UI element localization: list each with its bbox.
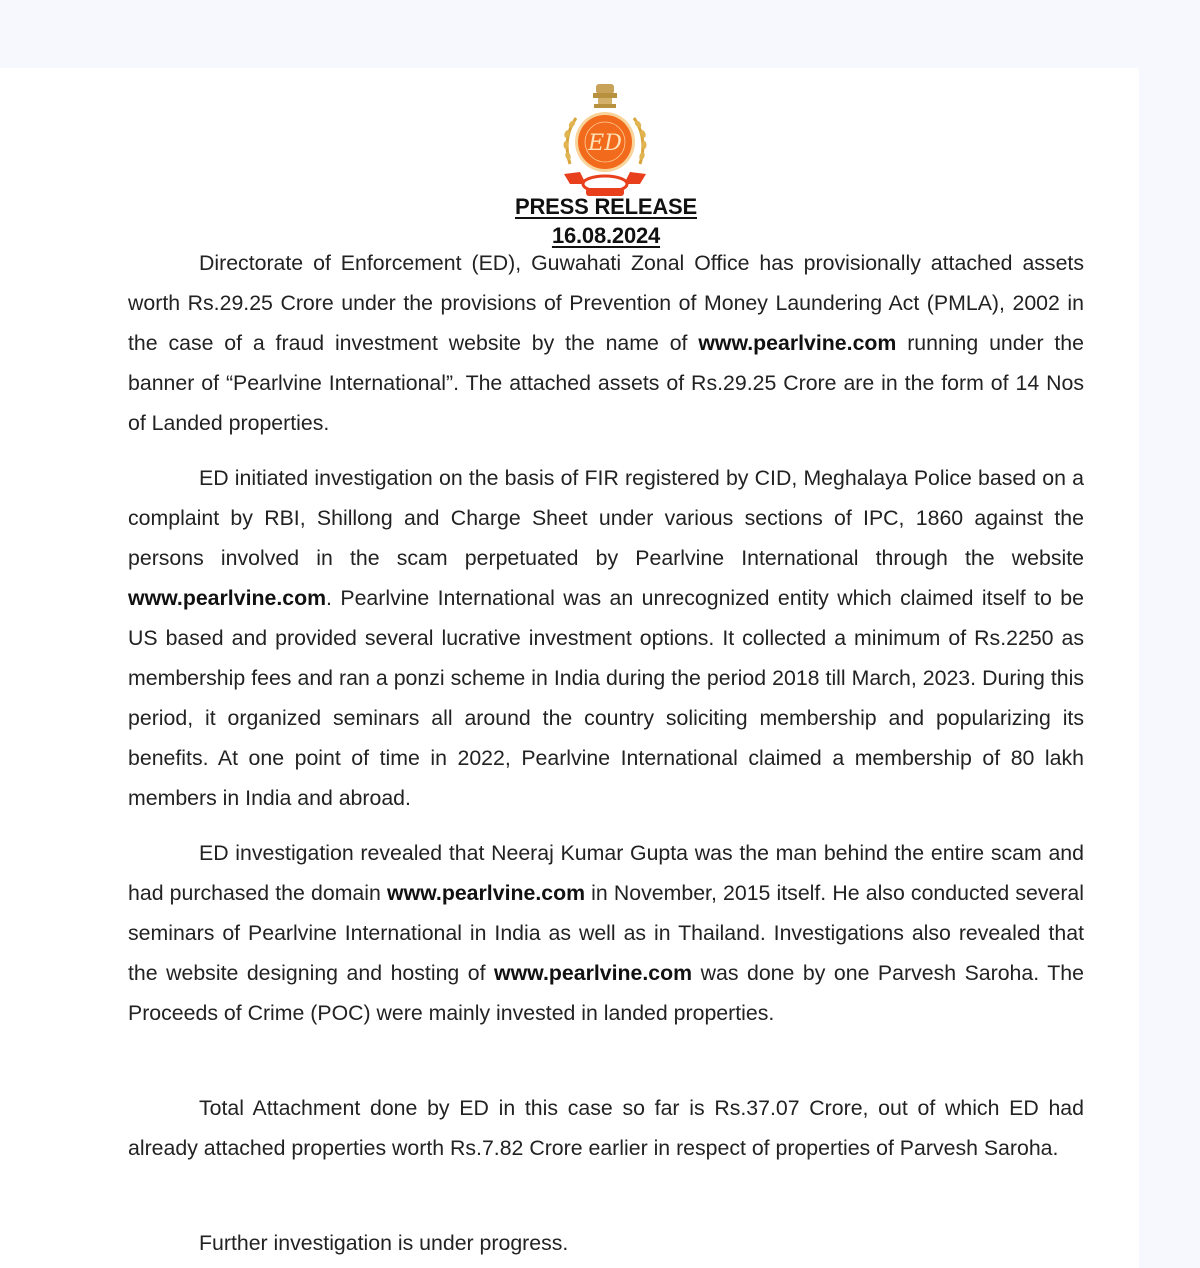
paragraph-text: ED investigation revealed that Neeraj Kumar Gupta was the man behind the entire scam and had purchased the domain	[128, 841, 1084, 905]
paragraph-text: was done by one Parvesh Saroha. The Proceeds of Crime (POC) were mainly invested in landed properties.	[128, 961, 1084, 1025]
paragraph-text: Directorate of Enforcement (ED), Guwahati Zonal Office has provisionally attached assets worth Rs.29.25 Crore under the provisions of Prevention of Money Laundering Act (PMLA), 2002 in the case of a fraud investment website by the name of	[128, 251, 1084, 355]
website-url: www.pearlvine.com	[387, 881, 586, 905]
paragraph-1	[128, 243, 1084, 443]
paragraph-text: Total Attachment done by ED in this case so far is Rs.37.07 Crore, out of which ED had already attached properties worth Rs.7.82 Crore earlier in respect of properties of Parvesh Saroha.	[128, 1096, 1084, 1160]
paragraph-text: ED initiated investigation on the basis of FIR registered by CID, Meghalaya Police based on a complaint by RBI, Shillong and Charge Sheet under various sections of IPC, 1860 against the persons involved in the scam perpetuated by Pearlvine International through the website	[128, 466, 1084, 570]
paragraph-text: in November, 2015 itself. He also conducted several seminars of Pearlvine International in India as well as in Thailand. Investigations also revealed that the website designing and hosting of	[128, 881, 1084, 985]
website-url: www.pearlvine.com	[128, 586, 327, 610]
ed-monogram: ED	[588, 131, 622, 156]
press-release-date: 16.08.2024	[551, 223, 661, 248]
lion-capital-icon	[593, 84, 617, 108]
paragraph-5	[128, 1223, 1084, 1263]
website-url: www.pearlvine.com	[494, 961, 693, 985]
website-url: www.pearlvine.com	[698, 331, 897, 355]
paragraph-2	[128, 458, 1084, 818]
press-release-title: PRESS RELEASE	[514, 194, 697, 219]
paragraph-text: . Pearlvine International was an unrecognized entity which claimed itself to be US based and provided several lucrative investment options. It collected a minimum of Rs.2250 as membership fees and ran a ponzi scheme in India during the period 2018 till March, 2023. During this period, it organized seminars all around the country soliciting membership and popularizing its benefits. At one point of time in 2022, Pearlvine International claimed a membership of 80 lakh members in India and abroad.	[128, 586, 1084, 810]
paragraph-text: running under the banner of “Pearlvine International”. The attached assets of Rs.29.25 Crore are in the form of 14 Nos of Landed properties.	[128, 331, 1084, 435]
paragraph-4	[128, 1088, 1084, 1168]
paragraph-3	[128, 833, 1084, 1033]
enforcement-directorate-emblem-icon	[556, 80, 654, 198]
paragraph-text: Further investigation is under progress.	[199, 1231, 569, 1255]
